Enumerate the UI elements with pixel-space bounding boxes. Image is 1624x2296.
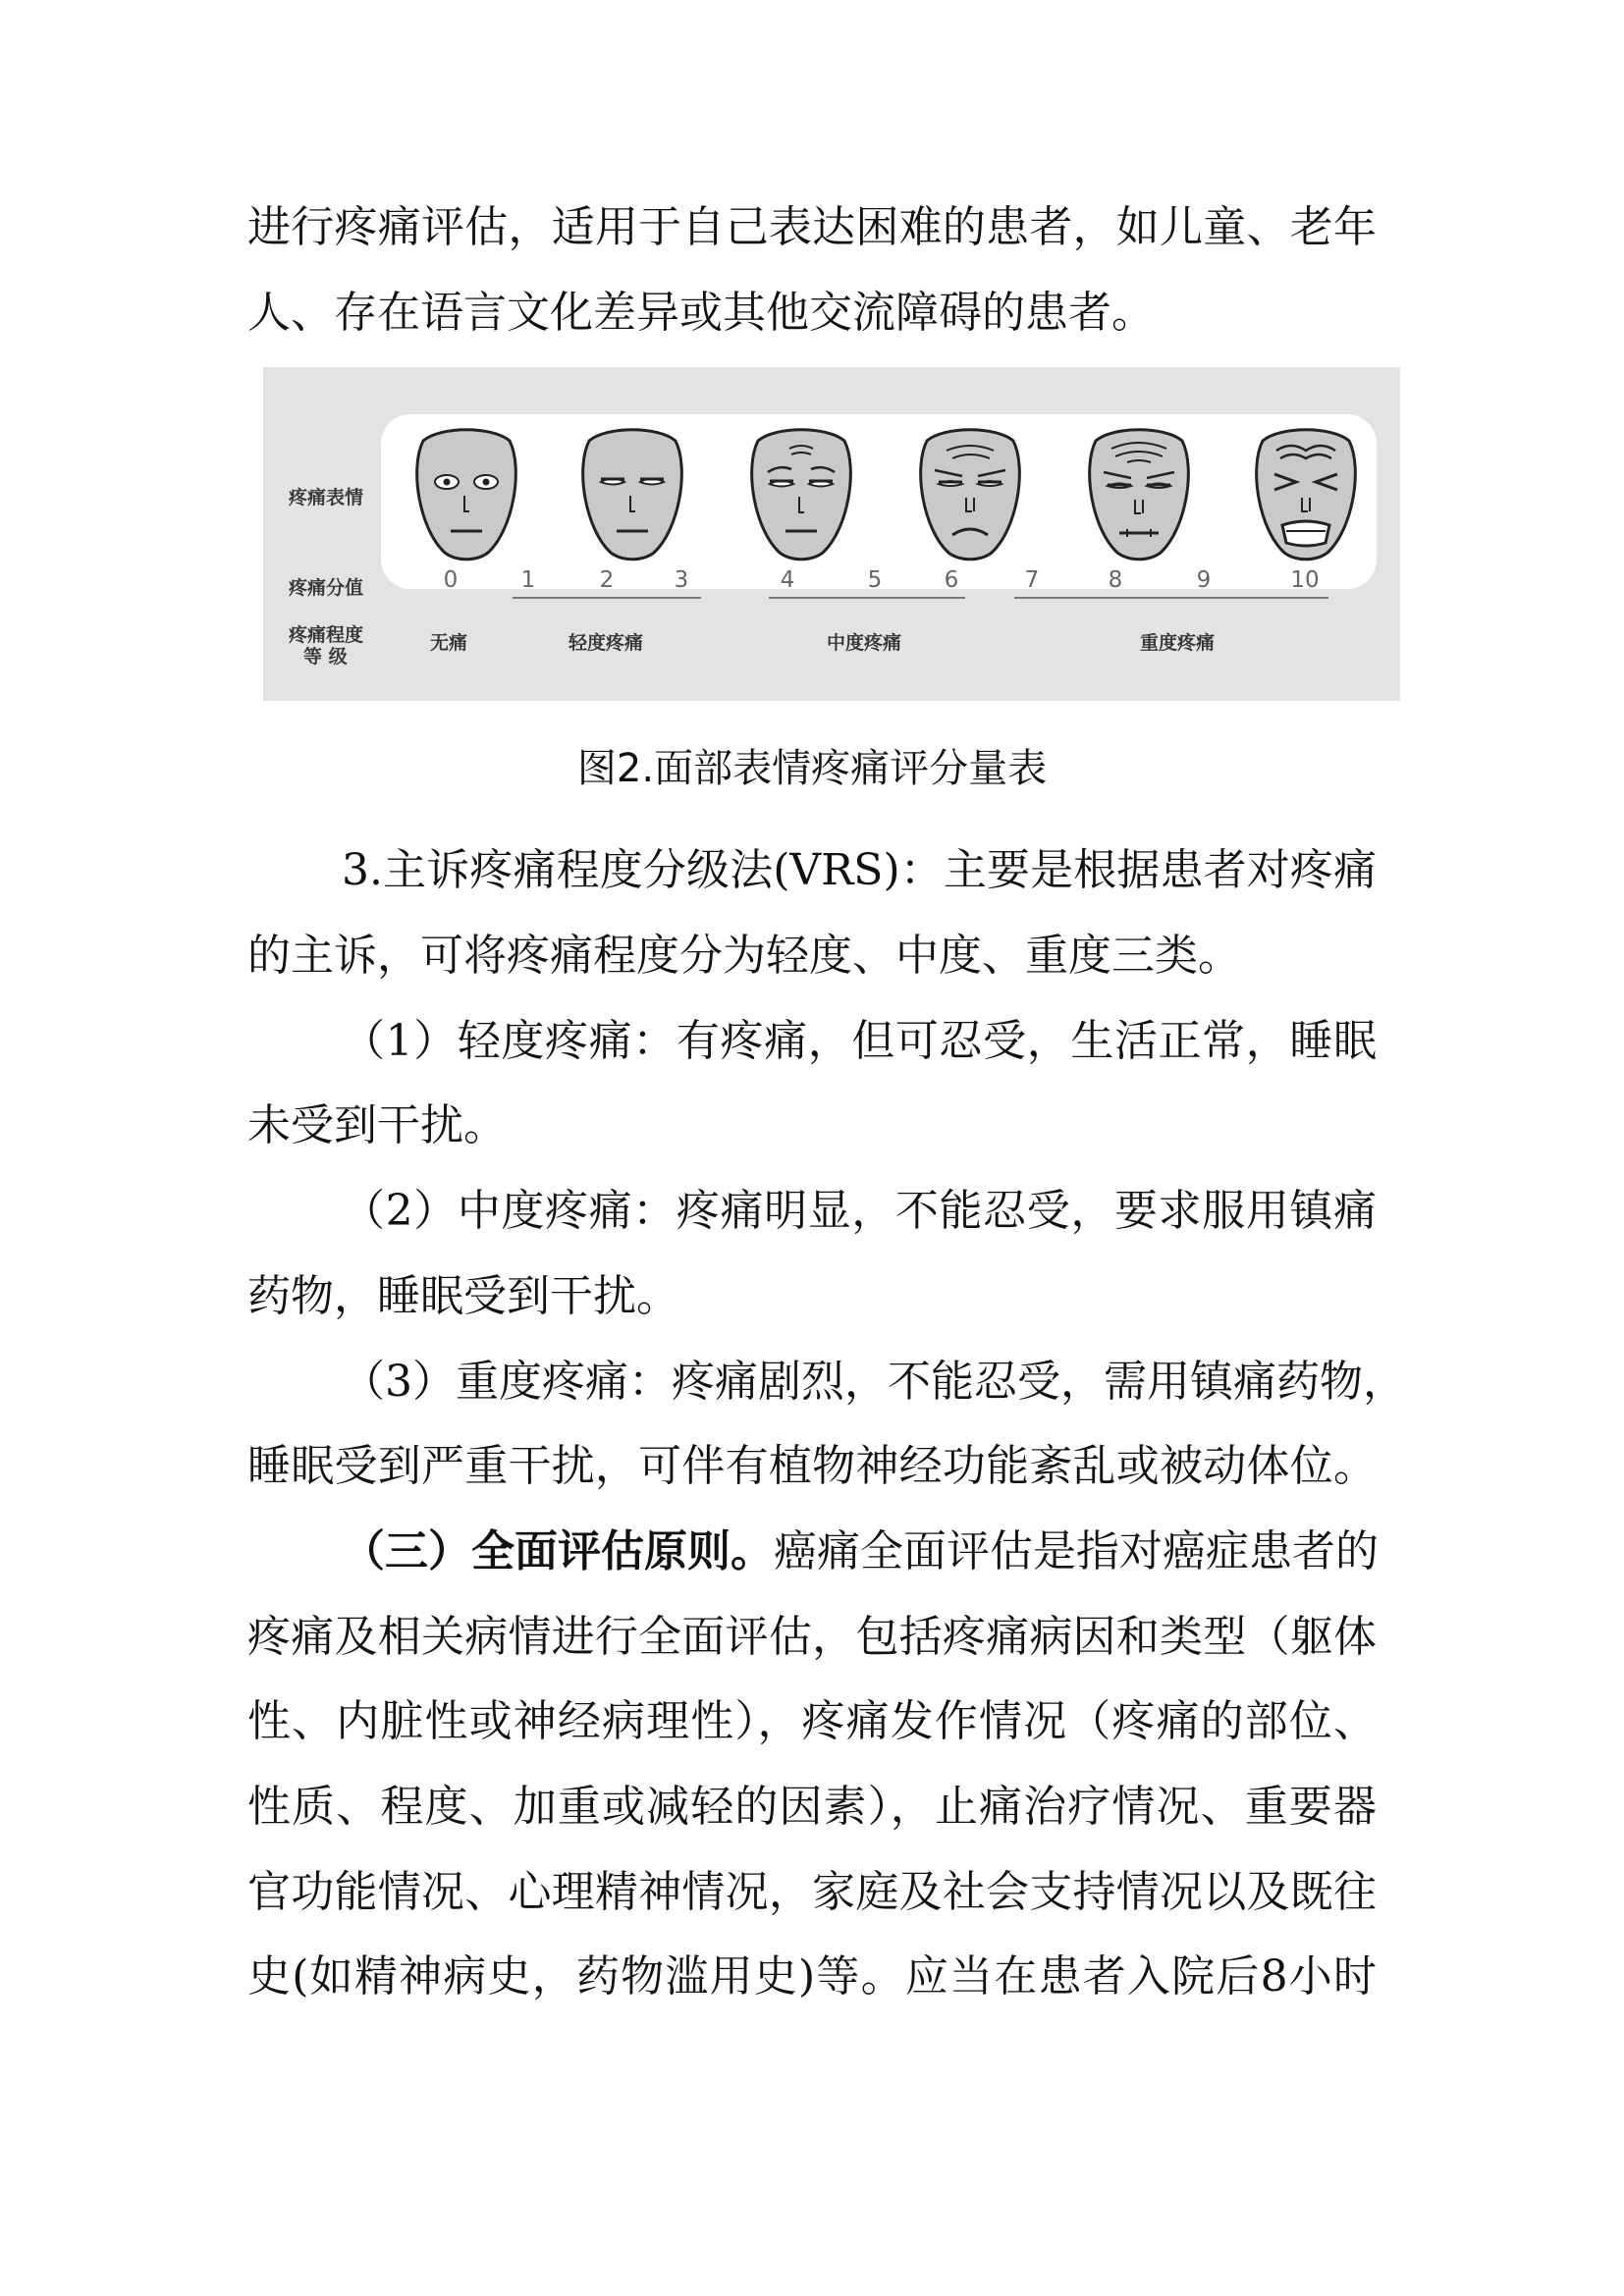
score-6: 6 — [944, 567, 959, 593]
figure-caption: 图2.面部表情疼痛评分量表 — [576, 746, 1048, 791]
score-8: 8 — [1108, 567, 1123, 593]
score-0: 0 — [443, 567, 459, 593]
score-5: 5 — [867, 567, 883, 593]
face-4-icon — [742, 423, 860, 562]
body-text-line: 的主诉，可将疼痛程度分为轻度、中度、重度三类。 — [247, 931, 1241, 981]
score-7: 7 — [1024, 567, 1040, 593]
face-2-icon — [573, 423, 691, 562]
faces-pain-scale-figure — [263, 367, 1400, 701]
row-label-level-2: 等 级 — [303, 646, 348, 667]
mild-range-underline — [513, 597, 701, 599]
level-none: 无痛 — [430, 632, 468, 654]
severe-range-underline — [1014, 597, 1328, 599]
body-text-line: 性质、程度、加重或减轻的因素），止痛治疗情况、重要器 — [247, 1782, 1377, 1832]
body-text-line: 史(如精神病史，药物滥用史)等。应当在患者入院后8小时 — [247, 1951, 1377, 2002]
body-text-line: 3.主诉疼痛程度分级法(VRS)：主要是根据患者对疼痛 — [342, 845, 1377, 895]
face-0-icon — [407, 423, 525, 562]
score-9: 9 — [1196, 567, 1212, 593]
row-label-expression: 疼痛表情 — [289, 487, 364, 508]
level-mild: 轻度疼痛 — [568, 632, 644, 654]
body-text-line: 未受到干扰。 — [247, 1100, 507, 1150]
body-text: 癌痛全面评估是指对癌症患者的 — [774, 1526, 1379, 1576]
face-6-icon — [911, 423, 1029, 562]
body-text-line: 药物，睡眠受到干扰。 — [247, 1271, 679, 1321]
level-severe: 重度疼痛 — [1140, 632, 1216, 654]
body-text-line: （1）轻度疼痛：有疼痛，但可忍受，生活正常，睡眠 — [342, 1016, 1377, 1066]
body-text-line: 疼痛及相关病情进行全面评估，包括疼痛病因和类型（躯体 — [247, 1612, 1377, 1662]
moderate-range-underline — [769, 597, 965, 599]
body-text-line: 人、存在语言文化差异或其他交流障碍的患者。 — [247, 288, 1155, 338]
body-text-line: （2）中度疼痛：疼痛明显，不能忍受，要求服用镇痛 — [342, 1186, 1377, 1236]
row-label-score: 疼痛分值 — [289, 577, 364, 599]
body-text-line: （3）重度疼痛：疼痛剧烈，不能忍受，需用镇痛药物， — [342, 1357, 1406, 1407]
level-moderate: 中度疼痛 — [827, 632, 902, 654]
score-3: 3 — [674, 567, 689, 593]
score-10: 10 — [1290, 567, 1320, 593]
body-text-line: 进行疼痛评估，适用于自己表达困难的患者，如儿童、老年 — [247, 202, 1377, 252]
body-text-line: 睡眠受到严重干扰，可伴有植物神经功能紊乱或被动体位。 — [247, 1441, 1377, 1491]
body-text-line: 官功能情况、心理精神情况，家庭及社会支持情况以及既往 — [247, 1867, 1377, 1917]
score-2: 2 — [599, 567, 615, 593]
faces-panel — [381, 414, 1377, 589]
principle-first-line — [247, 1522, 1377, 1581]
face-8-icon — [1080, 423, 1198, 562]
face-10-icon — [1247, 423, 1365, 562]
section-heading: （三）全面评估原则。 — [342, 1526, 774, 1576]
row-label-level: 疼痛程度 — [289, 624, 364, 646]
score-4: 4 — [780, 567, 795, 593]
score-1: 1 — [520, 567, 536, 593]
body-text-line: 性、内脏性或神经病理性），疼痛发作情况（疼痛的部位、 — [247, 1696, 1377, 1746]
